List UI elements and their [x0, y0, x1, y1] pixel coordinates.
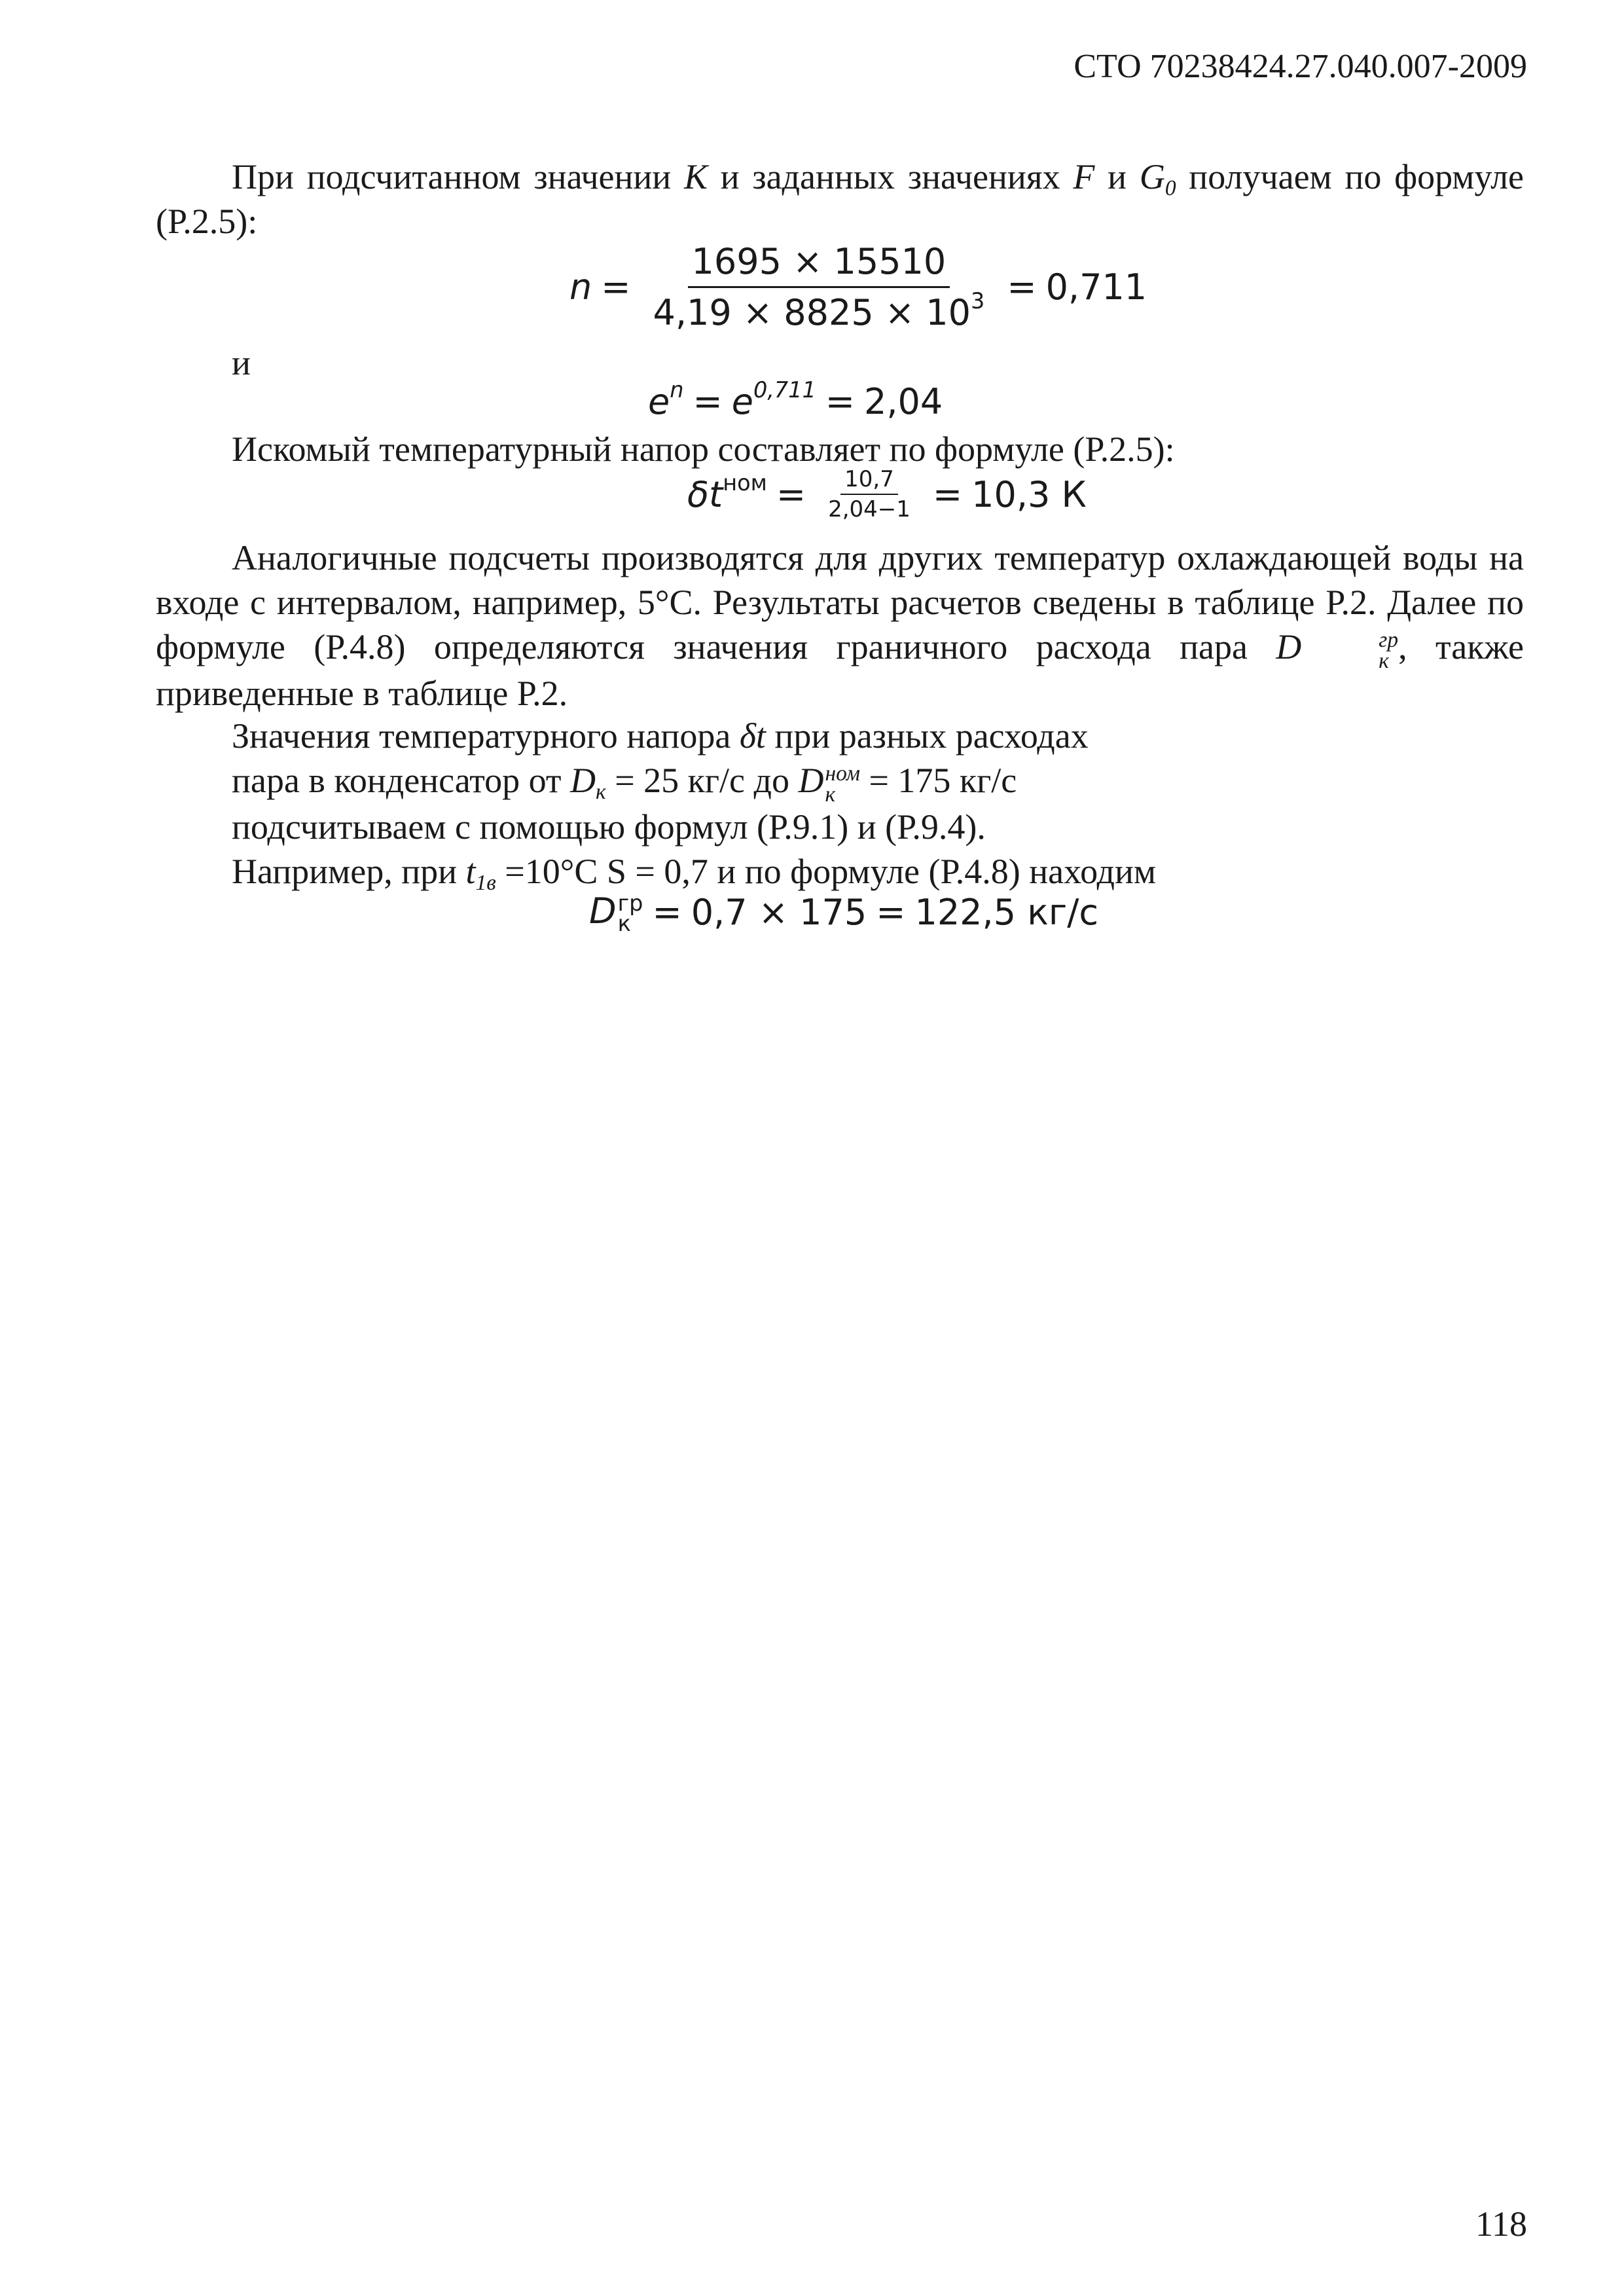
text: и заданных значениях — [707, 157, 1074, 196]
document-code-header: СТО 70238424.27.040.007-2009 — [1074, 48, 1527, 85]
paragraph-intro — [156, 155, 1524, 244]
symbol-dk-gr: D гр к — [1276, 627, 1399, 673]
formula-n: n = $\frac{1695 \times 15510}{4,19 \times 8825 \times 10^3}$ = 0,711 — [569, 241, 1147, 333]
text: получаем по формуле (Р.2.5): — [156, 157, 1525, 241]
paragraph-analogous: Аналогичные подсчеты производятся для других температур охлаждающей воды на входе с интервалом, например, 5°С. Результаты расчетов сведены в таблице Р.2. Далее по формуле (Р.4.8) определяются значения граничного расхода пара D гр к , также приведенные в таблице Р.2. — [156, 538, 1524, 714]
numerator: 1695 × 15510 — [688, 241, 950, 288]
symbol-g0: $G_0$ — [1139, 157, 1176, 201]
formula-result: 2,04 — [864, 381, 943, 422]
text: и — [1094, 157, 1140, 196]
paragraph-values: Значения температурного напора δt при разных расходах пара в конденсатор от $D_к = 25$ кг/с до D ном к = 175 кг/с подсчитываем с помощью формул (Р.9.1) и (Р.9.4). Например, при $t_{1в} =10^\circ С$ S = 0,7 и по формуле (Р.4.8) находим — [232, 716, 1157, 896]
formula-result: 10,3 К — [971, 473, 1087, 515]
formula-result: 0,711 — [1045, 266, 1147, 308]
page-number: 118 — [1475, 2204, 1527, 2244]
conjunction: и — [232, 343, 251, 382]
formula-result: 122,5 кг/с — [914, 892, 1099, 934]
symbol-k: К — [683, 157, 708, 196]
formula-exp: $e^n$ = $e^{0,711}$ = 2,04 — [648, 376, 943, 422]
formula-lhs: n — [569, 266, 592, 308]
text: При подсчитанном значении — [232, 157, 684, 196]
denominator: $4,19 \times 8825 \times 10^3$ — [653, 287, 985, 333]
formula-dt-nom: $\delta t^{ном}$ = $\frac{10,7}{2,04-1}$ = 10,3 К — [687, 466, 1087, 522]
formula-dk-gr: D гр к = 0,7 × 175 = 122,5 кг/с — [589, 890, 1099, 937]
fraction — [649, 241, 988, 333]
symbol-f: F — [1073, 157, 1095, 196]
paragraph-temp-head: Искомый температурный напор составляет по формуле (Р.2.5): — [232, 429, 1175, 469]
fraction: $\frac{10,7}{2,04-1}$ — [828, 466, 911, 522]
